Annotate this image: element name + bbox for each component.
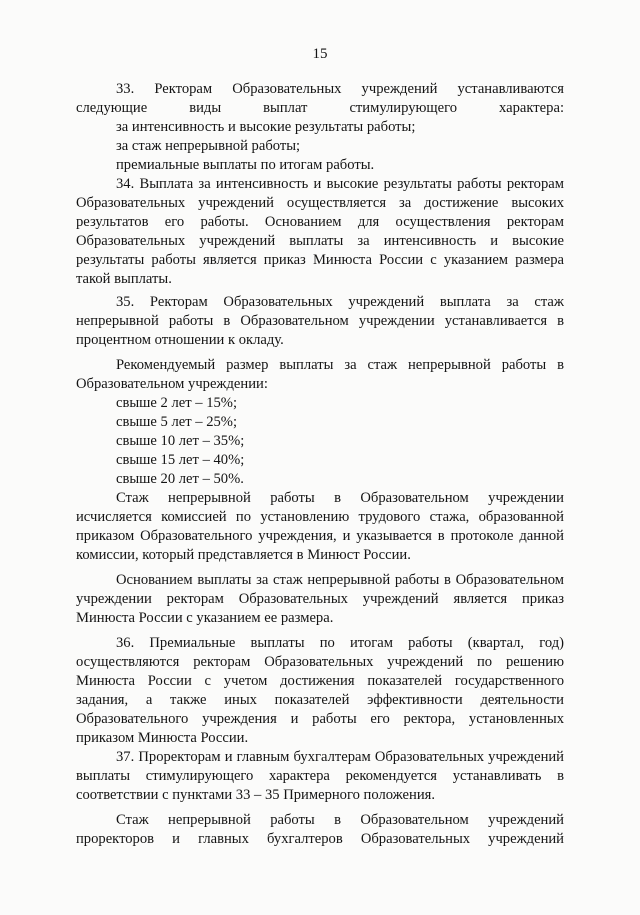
paragraph-33: 33. Ректорам Образовательных учреждений устанавливаются следующие виды выплат стимулирующего характера:	[76, 81, 564, 116]
paragraph-seniority-basis: Основанием выплаты за стаж непрерывной работы в Образовательном учреждении ректорам Образовательных учреждений является приказ Минюста России с указанием ее размера.	[76, 572, 564, 626]
paragraph-36: 36. Премиальные выплаты по итогам работы (квартал, год) осуществляются ректорам Образовательных учреждений по решению Минюста России с учетом достижения показателей государственного задания, а также иных показателей эффективности деятельности Образовательного учреждения и работы его ректора, установленных приказом Минюста России.	[76, 635, 564, 746]
list-item: свыше 10 лет – 35%;	[116, 433, 245, 449]
list-item: свыше 5 лет – 25%;	[116, 414, 238, 430]
paragraph-recommended-size: Рекомендуемый размер выплаты за стаж непрерывной работы в Образовательном учреждении:	[76, 357, 564, 392]
document-body	[76, 80, 564, 849]
paragraph-37: 37. Проректорам и главным бухгалтерам Образовательных учреждений выплаты стимулирующего характера рекомендуется устанавливать в соответствии с пунктами 33 – 35 Примерного положения.	[76, 749, 564, 803]
paragraph-seniority-calc: Стаж непрерывной работы в Образовательном учреждении исчисляется комиссией по установлению трудового стажа, образованной приказом Образовательного учреждения, и указывается в протоколе данной комиссии, который представляется в Минюст России.	[76, 490, 564, 563]
list-item: свыше 2 лет – 15%;	[116, 395, 238, 411]
list-item: свыше 20 лет – 50%.	[116, 471, 244, 487]
paragraph-35: 35. Ректорам Образовательных учреждений выплата за стаж непрерывной работы в Образовательном учреждении устанавливается в процентном отношении к окладу.	[76, 294, 564, 348]
list-item: премиальные выплаты по итогам работы.	[116, 157, 375, 173]
list-item: свыше 15 лет – 40%;	[116, 452, 245, 468]
paragraph-continued: Стаж непрерывной работы в Образовательном учреждений проректоров и главных бухгалтеров Образовательных учреждений	[76, 812, 564, 847]
page-number: 15	[312, 46, 328, 62]
list-item: за стаж непрерывной работы;	[116, 138, 301, 154]
list-item: за интенсивность и высокие результаты работы;	[116, 119, 416, 135]
paragraph-34: 34. Выплата за интенсивность и высокие результаты работы ректорам Образовательных учреждений осуществляется за достижение высоких результатов его работы. Основанием для осуществления ректорам Образовательных учреждений выплаты за интенсивность и высокие результаты работы является приказ Минюста России с указанием размера такой выплаты.	[76, 176, 564, 287]
